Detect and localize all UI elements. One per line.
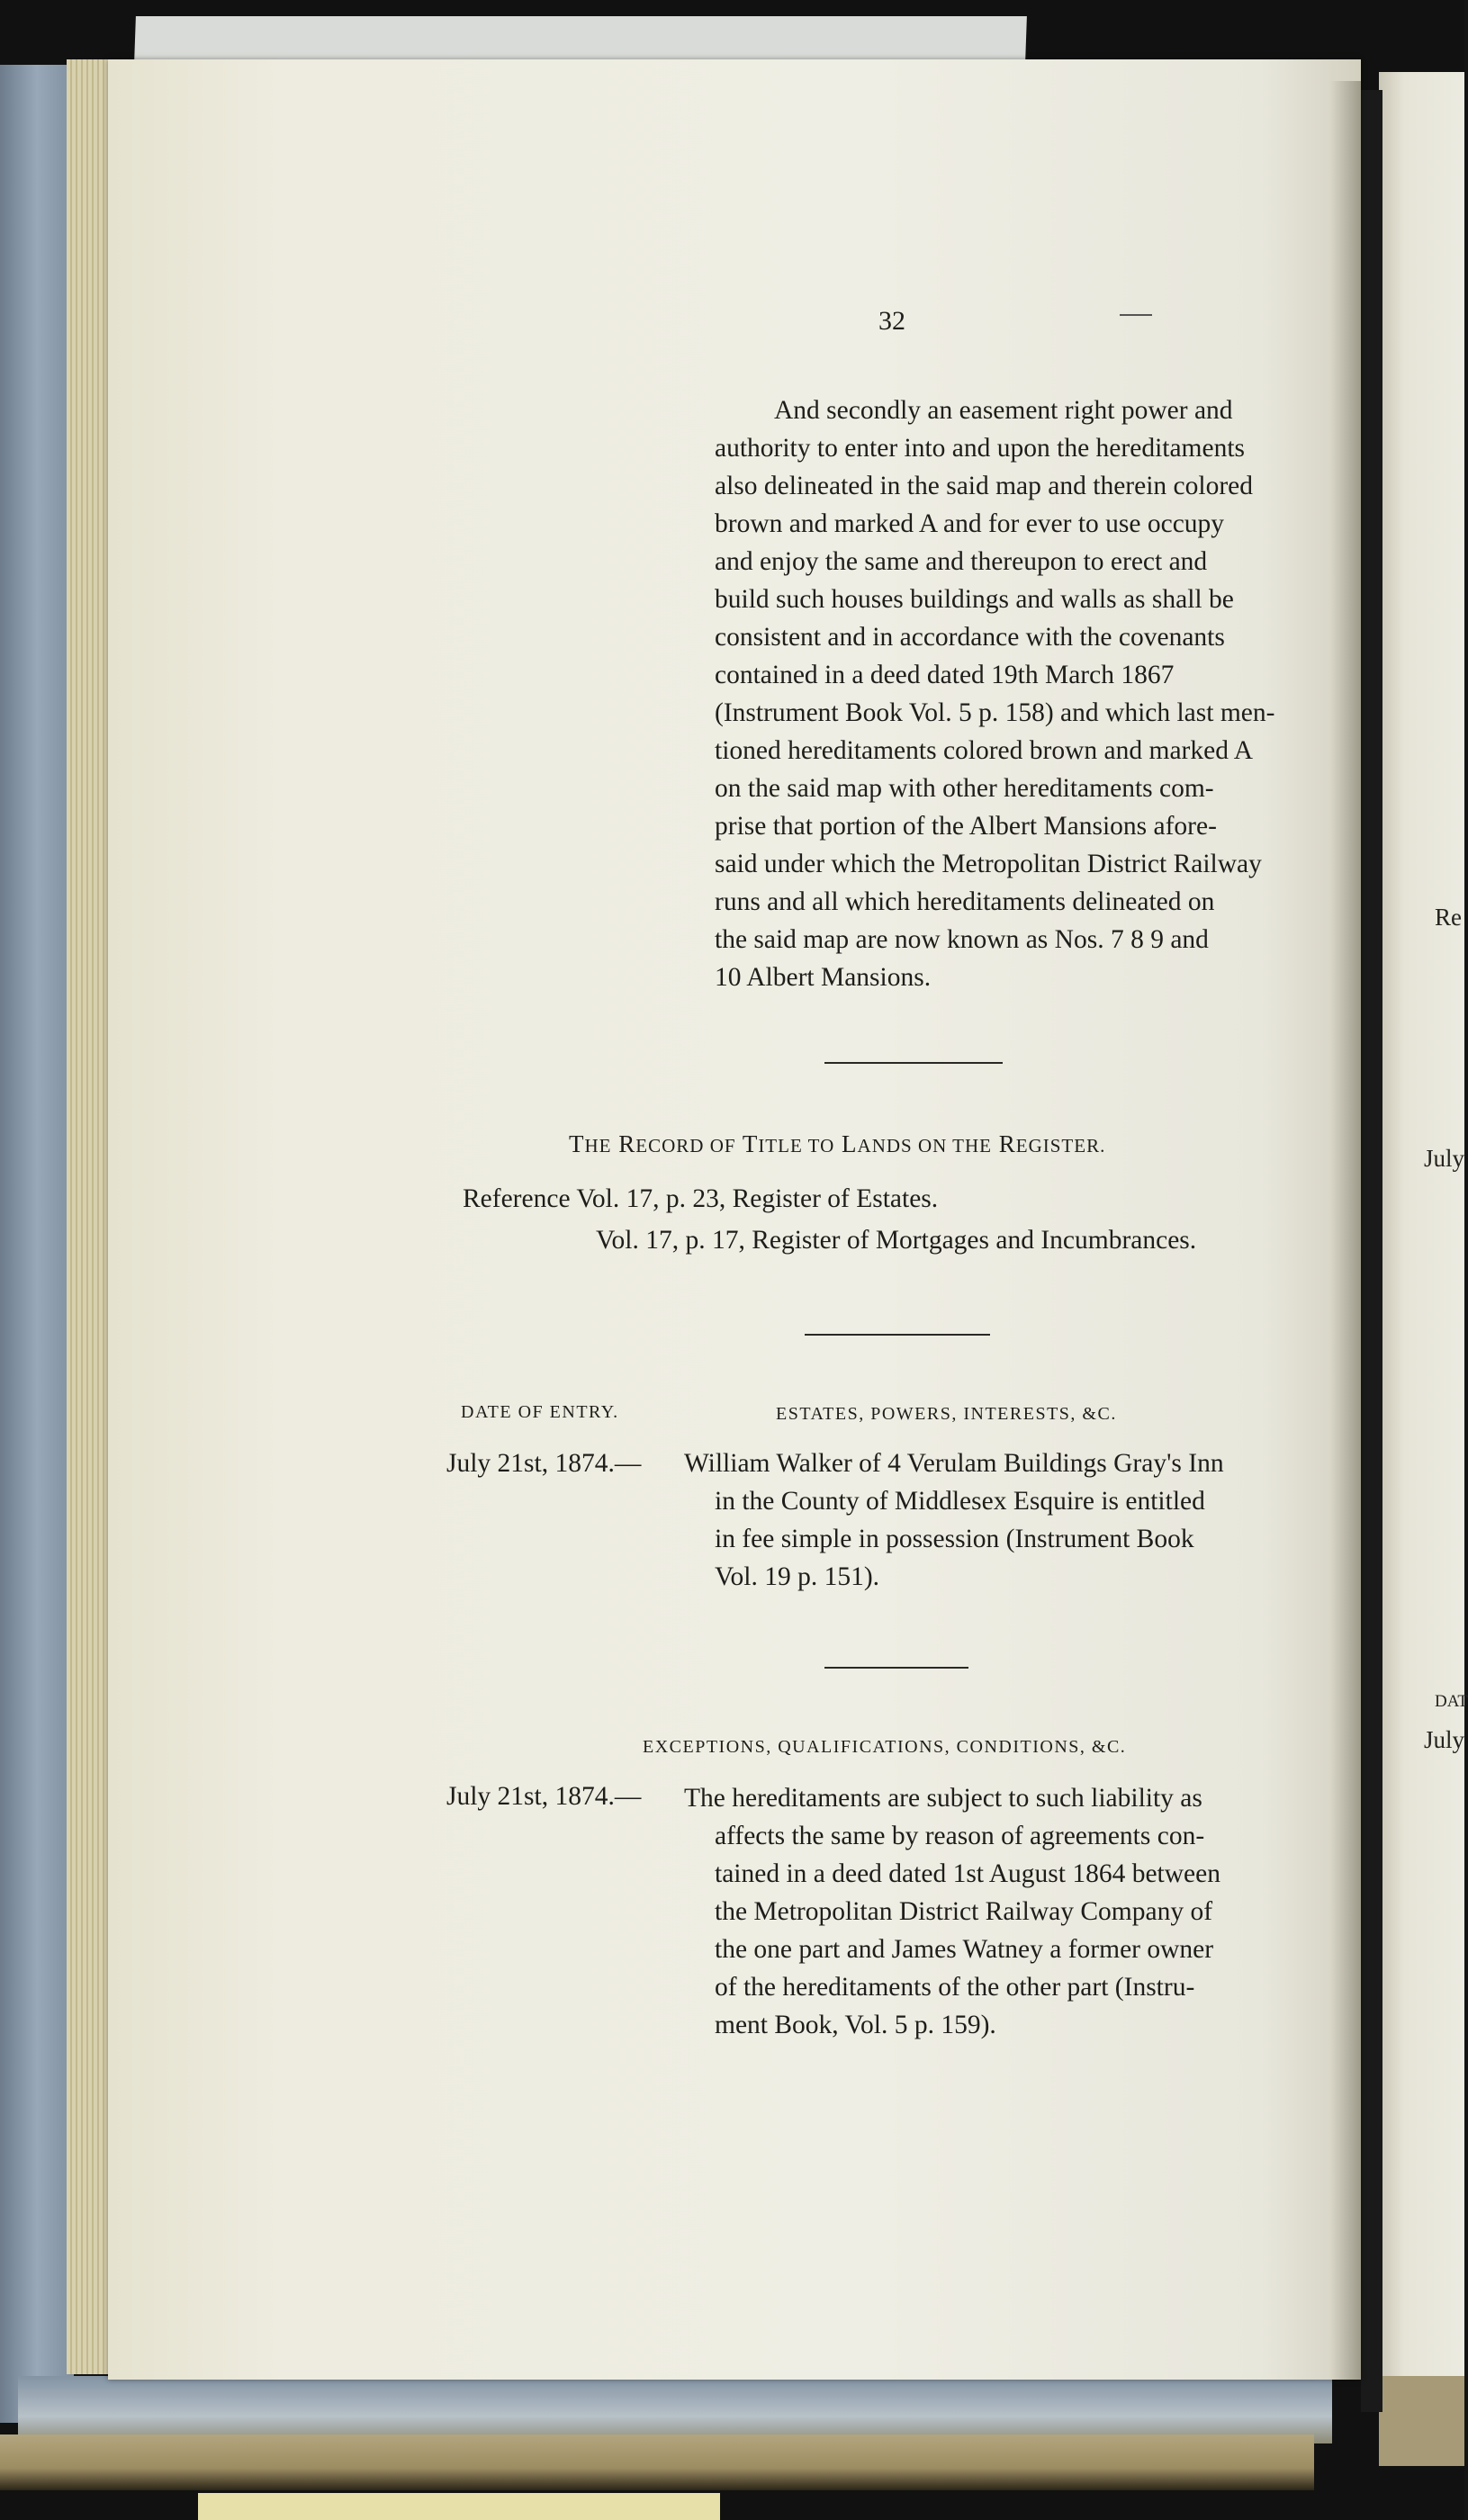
- paragraph-line: contained in a deed dated 19th March 1867: [715, 661, 1175, 689]
- heading-initial: R: [618, 1130, 636, 1157]
- paragraph-line: runs and all which hereditaments delineated on: [715, 887, 1215, 916]
- paragraph-line: brown and marked A and for ever to use occupy: [715, 509, 1225, 538]
- adjacent-page-fragment: July: [1424, 1145, 1465, 1172]
- paragraph-line: And secondly an easement right power and: [774, 396, 1233, 425]
- entry-line: ment Book, Vol. 5 p. 159).: [715, 2011, 996, 2039]
- top-page-strip: [134, 16, 1027, 63]
- gutter-shadow: [1330, 81, 1361, 2380]
- entry-line: in the County of Middlesex Esquire is entitled: [715, 1487, 1205, 1516]
- heading-smallcaps: ITLE TO: [758, 1135, 835, 1156]
- paragraph-line: said under which the Metropolitan District Railway: [715, 850, 1262, 878]
- heading-initial: T: [569, 1130, 585, 1157]
- binding-board-left: [0, 65, 74, 2423]
- reference-line: Reference Vol. 17, p. 23, Register of Estates.: [463, 1184, 939, 1213]
- entry-line: affects the same by reason of agreements con-: [715, 1822, 1205, 1850]
- page-block-bottom-edge: [0, 2434, 1314, 2490]
- paragraph-line: the said map are now known as Nos. 7 8 9 and: [715, 925, 1209, 954]
- paragraph-line: (Instrument Book Vol. 5 p. 158) and which last men-: [715, 698, 1275, 727]
- adjacent-page-bottom-edge: [1379, 2376, 1464, 2466]
- shelf-label-strip: [198, 2493, 720, 2520]
- entry-line: The hereditaments are subject to such liability as: [684, 1784, 1202, 1813]
- section-divider: [824, 1667, 968, 1669]
- section-divider: [805, 1334, 990, 1336]
- entry-line: William Walker of 4 Verulam Buildings Gray's Inn: [684, 1449, 1224, 1478]
- paragraph-line: on the said map with other hereditaments com-: [715, 774, 1214, 803]
- heading-smallcaps: ANDS ON THE: [857, 1135, 992, 1156]
- adjacent-page-fragment: July: [1424, 1726, 1465, 1753]
- entry-line: of the hereditaments of the other part (Instru-: [715, 1973, 1195, 2002]
- section-divider: [824, 1062, 1003, 1064]
- binding-board-bottom: [18, 2376, 1332, 2444]
- heading-initial: L: [842, 1130, 858, 1157]
- document-page: [108, 59, 1361, 2380]
- column-header-estates: ESTATES, POWERS, INTERESTS, &C.: [776, 1404, 1117, 1424]
- margin-mark: [1120, 314, 1152, 316]
- paragraph-line: and enjoy the same and thereupon to erect and: [715, 547, 1208, 576]
- entry-date: July 21st, 1874.—: [446, 1449, 642, 1478]
- heading-smallcaps: ECORD OF: [635, 1135, 736, 1156]
- book-spine-gap: [1361, 90, 1382, 2412]
- paragraph-line: tioned hereditaments colored brown and marked A: [715, 736, 1254, 765]
- adjacent-page-fragment: Re: [1435, 904, 1462, 931]
- heading-smallcaps: HE: [584, 1135, 612, 1156]
- exceptions-header: EXCEPTIONS, QUALIFICATIONS, CONDITIONS, &C.: [643, 1737, 1127, 1757]
- entry-date: July 21st, 1874.—: [446, 1782, 642, 1811]
- paragraph-line: prise that portion of the Albert Mansions afore-: [715, 812, 1217, 841]
- entry-line: in fee simple in possession (Instrument Book: [715, 1525, 1194, 1553]
- page-edge-stack: [67, 59, 113, 2374]
- paragraph-line: authority to enter into and upon the hereditaments: [715, 434, 1246, 463]
- paragraph-line: 10 Albert Mansions.: [715, 963, 932, 992]
- heading-initial: R: [998, 1130, 1016, 1157]
- entry-line: the one part and James Watney a former owner: [715, 1935, 1214, 1964]
- paragraph-line: build such houses buildings and walls as shall be: [715, 585, 1234, 614]
- paragraph-line: also delineated in the said map and therein colored: [715, 472, 1253, 500]
- heading-initial: T: [742, 1130, 759, 1157]
- paragraph-line: consistent and in accordance with the covenants: [715, 623, 1225, 652]
- heading-smallcaps: EGISTER.: [1015, 1135, 1106, 1156]
- record-heading: [569, 1130, 1105, 1158]
- reference-line: Vol. 17, p. 17, Register of Mortgages and Incumbrances.: [596, 1226, 1197, 1255]
- page-number: 32: [878, 306, 905, 336]
- entry-line: tained in a deed dated 1st August 1864 between: [715, 1859, 1220, 1888]
- adjacent-page: [1379, 72, 1468, 2376]
- adjacent-page-fragment: DAT: [1435, 1692, 1468, 1711]
- entry-line: Vol. 19 p. 151).: [715, 1562, 880, 1591]
- column-header-date: DATE OF ENTRY.: [461, 1402, 619, 1422]
- entry-line: the Metropolitan District Railway Company of: [715, 1897, 1213, 1926]
